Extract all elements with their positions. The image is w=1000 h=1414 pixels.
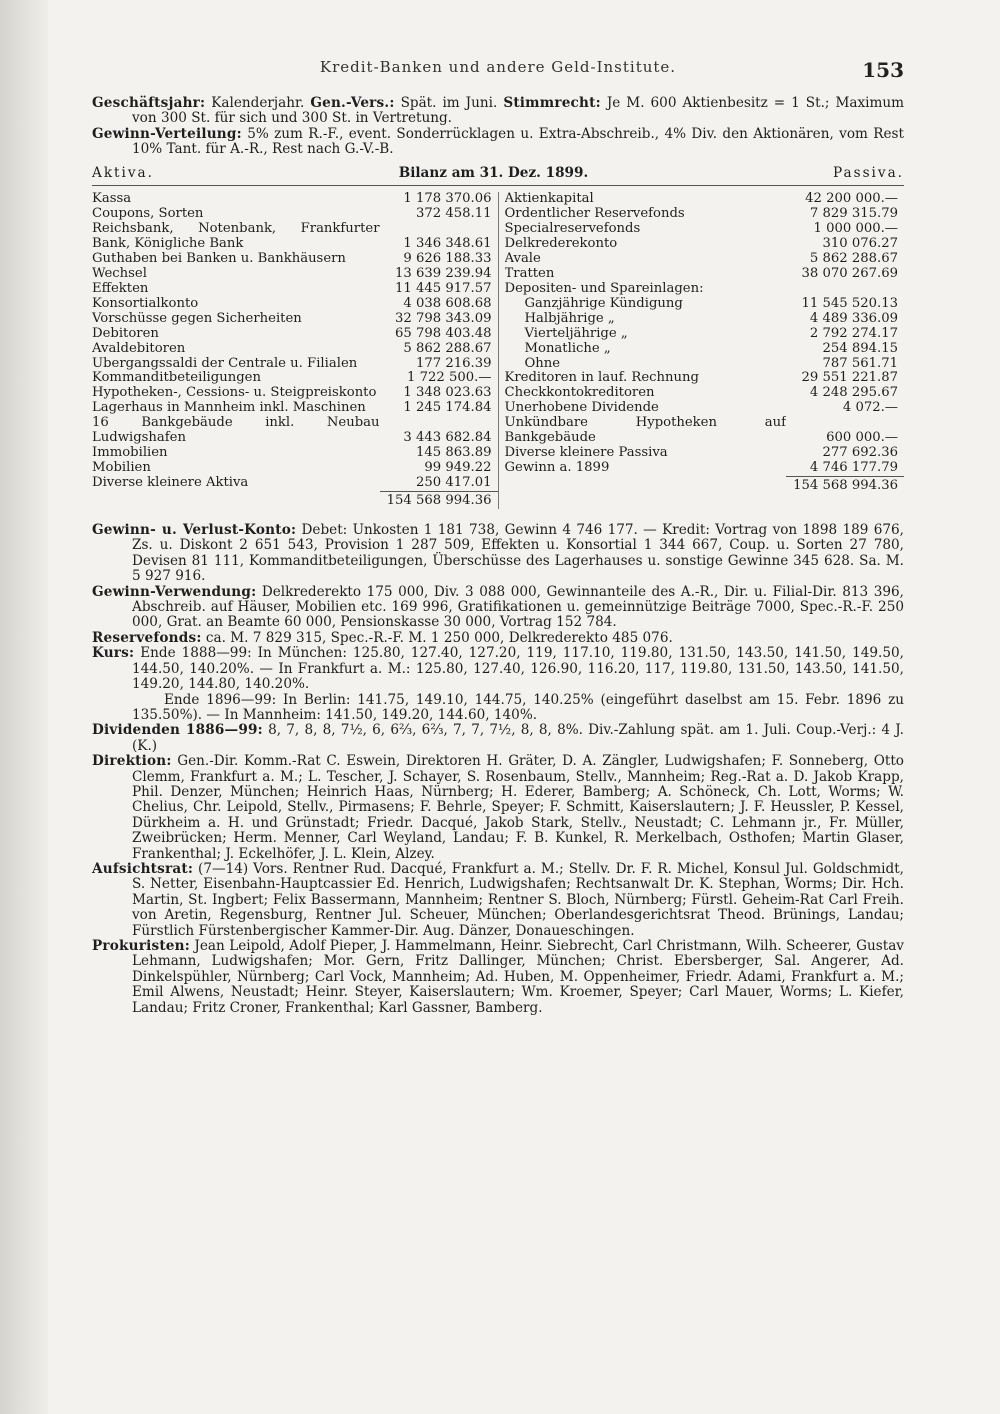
bilanz-header bbox=[92, 166, 904, 186]
passiva-total-amount: 154 568 994.36 bbox=[786, 476, 904, 494]
passiva-item-amount: 4 489 336.09 bbox=[809, 310, 898, 326]
passiva-item-amount: 787 561.71 bbox=[822, 355, 898, 371]
running-title: Kredit-Banken und andere Geld-Institute. bbox=[319, 58, 677, 76]
verwendung-paragraph bbox=[92, 585, 904, 631]
passiva-row bbox=[505, 446, 905, 461]
passiva-row bbox=[505, 312, 905, 327]
aktiva-item-label: Coupons, Sorten bbox=[92, 206, 204, 221]
passiva-item-amount: 1 000 000.— bbox=[813, 220, 898, 236]
passiva-item-amount: 4 248 295.67 bbox=[809, 385, 898, 401]
aktiva-item-amount: 99 949.22 bbox=[424, 460, 492, 476]
reservefonds-paragraph bbox=[92, 631, 904, 646]
text-sections bbox=[92, 523, 904, 1016]
dividenden-label: Dividenden 1886—99: bbox=[92, 722, 263, 739]
aktiva-item-amount: 5 862 288.67 bbox=[403, 340, 492, 356]
aktiva-item-amount: 145 863.89 bbox=[415, 445, 492, 461]
aktiva-total-amount: 154 568 994.36 bbox=[380, 491, 498, 509]
dividenden-paragraph bbox=[92, 723, 904, 754]
passiva-item-amount: 4 072.— bbox=[842, 400, 898, 416]
passiva-item-label: Aktienkapital bbox=[504, 192, 594, 207]
aktiva-item-label: Kommanditbeteiligungen bbox=[92, 371, 261, 386]
aktiva-item-amount: 11 445 917.57 bbox=[395, 280, 492, 296]
passiva-row bbox=[505, 327, 905, 342]
passiva-item-amount: 38 070 267.69 bbox=[801, 265, 898, 281]
aktiva-row bbox=[92, 342, 498, 357]
kurs-value-2: Ende 1896—99: In Berlin: 141.75, 149.10, 144.75, 140.25% (eingeführt daselbst am 15. Febr. 1896 zu 135.50%). — In Mannheim: 141.50, 149.20, 144.60, 140%. bbox=[132, 691, 904, 723]
balance-sheet bbox=[92, 192, 904, 509]
dividenden-value: 8, 7, 8, 8, 7½, 6, 6⅔, 6⅔, 7, 7, 7½, 8, 8, 8%. Div.-Zahlung spät. am 1. Juli. Coup.-Verj.: 4 J. (K.) bbox=[132, 722, 904, 754]
aufsichtsrat-label: Aufsichtsrat: bbox=[92, 860, 194, 877]
aktiva-row bbox=[92, 312, 498, 327]
aktiva-row bbox=[92, 416, 498, 446]
aktiva-item-label: Diverse kleinere Aktiva bbox=[92, 476, 249, 491]
prokuristen-value: Jean Leipold, Adolf Pieper, J. Hammelmann, Heinr. Siebrecht, Carl Christmann, Wilh. Scheerer, Gustav Lehmann, Ludwigshafen; Mor. Gern, Fritz Dallinger, München; Christ. Ebersberger, Sal. Angerer, Ad. Dinkelspühler, Nürnberg; Carl Vock, Mannheim; Ad. Huben, M. Oppenheimer, Friedr. Adami, Frankfurt a. M.; Emil Alwens, Neustadt; Heinr. Steyer, Kaiserslautern; Wm. Kroemer, Speyer; Carl Mauer, Worms; L. Kiefer, Landau; Fritz Croner, Frankenthal; Karl Gassner, Bamberg. bbox=[132, 938, 904, 1016]
aktiva-row bbox=[92, 401, 498, 416]
passiva-row bbox=[505, 401, 905, 416]
aktiva-item-label: Reichsbank, Notenbank, Frankfurter Bank, Königliche Bank bbox=[92, 221, 380, 251]
passiva-label: Passiva. bbox=[832, 164, 904, 181]
aktiva-item-label: Übergangssaldi der Centrale u. Filialen bbox=[92, 356, 358, 371]
passiva-row bbox=[505, 282, 905, 297]
direktion-label: Direktion: bbox=[92, 753, 172, 770]
geschaeftsjahr-value: Kalenderjahr. bbox=[211, 95, 305, 111]
aktiva-row bbox=[92, 222, 498, 252]
passiva-row bbox=[505, 192, 905, 207]
passiva-item-amount: 11 545 520.13 bbox=[801, 295, 898, 311]
aktiva-item-amount: 32 798 343.09 bbox=[395, 310, 492, 326]
aktiva-row bbox=[92, 461, 498, 476]
gewinn-verteilung-value: 5% zum R.-F., event. Sonderrücklagen u. Extra-Abschreib., 4% Div. den Aktionären, vom Rest 10% Tant. für A.-R., Rest nach G.-V.-B. bbox=[132, 125, 904, 158]
geschaeftsjahr-label: Geschäftsjahr: bbox=[92, 95, 206, 111]
kurs-label: Kurs: bbox=[92, 645, 135, 662]
aktiva-total-row bbox=[92, 491, 498, 509]
passiva-row bbox=[505, 207, 905, 222]
passiva-item-label: Vierteljährige „ bbox=[524, 326, 628, 341]
passiva-item-label: Ordentlicher Reservefonds bbox=[504, 206, 685, 221]
passiva-row bbox=[505, 237, 905, 252]
aktiva-item-amount: 3 443 682.84 bbox=[403, 430, 492, 446]
passiva-row bbox=[505, 222, 905, 237]
stimmrecht-value: Je M. 600 Aktienbesitz = 1 St.; Maximum von 300 St. für sich und 300 St. in Vertretung. bbox=[132, 95, 905, 127]
kurs-paragraph bbox=[92, 646, 904, 692]
aktiva-item-amount: 65 798 403.48 bbox=[395, 325, 492, 341]
aktiva-item-amount: 1 245 174.84 bbox=[403, 400, 492, 416]
aktiva-item-amount: 13 639 239.94 bbox=[395, 265, 492, 281]
aktiva-row bbox=[92, 252, 498, 267]
gewinn-verteilung-label: Gewinn-Verteilung: bbox=[92, 125, 242, 142]
aktiva-row bbox=[92, 282, 498, 297]
aktiva-row bbox=[92, 297, 498, 312]
passiva-item-label: Unerhobene Dividende bbox=[504, 401, 659, 416]
aktiva-label: Aktiva. bbox=[92, 164, 154, 181]
aktiva-row bbox=[92, 267, 498, 282]
aktiva-item-amount: 177 216.39 bbox=[415, 355, 492, 371]
passiva-total-row bbox=[505, 476, 905, 494]
passiva-item-label: Diverse kleinere Passiva bbox=[504, 446, 668, 461]
aktiva-row bbox=[92, 446, 498, 461]
gen-vers-label: Gen.-Vers.: bbox=[310, 95, 395, 111]
passiva-item-amount: 600 000.— bbox=[826, 430, 898, 446]
running-head bbox=[92, 58, 904, 86]
aktiva-item-amount: 9 626 188.33 bbox=[403, 250, 492, 266]
aktiva-item-label: Hypotheken-, Cessions- u. Steigpreiskonto bbox=[92, 386, 377, 401]
passiva-item-label: Delkrederekonto bbox=[504, 236, 618, 251]
aktiva-item-amount: 1 348 023.63 bbox=[403, 385, 492, 401]
passiva-item-label: Monatliche „ bbox=[524, 341, 611, 356]
passiva-item-amount: 254 894.15 bbox=[822, 340, 898, 356]
aktiva-item-label: Debitoren bbox=[92, 326, 159, 341]
aktiva-item-amount: 4 038 608.68 bbox=[403, 295, 492, 311]
aktiva-item-label: 16 Bankgebäude inkl. Neubau Ludwigshafen bbox=[92, 416, 380, 446]
passiva-row bbox=[505, 357, 905, 372]
aktiva-item-label: Avaldebitoren bbox=[92, 341, 186, 356]
aktiva-item-label: Kassa bbox=[92, 192, 132, 207]
aktiva-item-label: Konsortialkonto bbox=[92, 296, 199, 311]
intro-paragraph-1 bbox=[92, 96, 904, 127]
passiva-row bbox=[505, 386, 905, 401]
passiva-item-label: Checkkontokreditoren bbox=[504, 386, 655, 401]
passiva-item-label: Tratten bbox=[504, 266, 555, 281]
passiva-item-amount: 5 862 288.67 bbox=[809, 250, 898, 266]
passiva-item-label: Ganzjährige Kündigung bbox=[524, 296, 683, 311]
kurs-paragraph-2 bbox=[92, 693, 904, 724]
passiva-item-label: Gewinn a. 1899 bbox=[504, 461, 610, 476]
passiva-item-label: Avale bbox=[504, 251, 541, 266]
verwendung-label: Gewinn-Verwendung: bbox=[92, 583, 257, 600]
aktiva-item-label: Mobilien bbox=[92, 461, 151, 476]
direktion-value: Gen.-Dir. Komm.-Rat C. Eswein, Direktoren H. Gräter, D. A. Zängler, Ludwigshafen; F. Sonneberg, Otto Clemm, Frankfurt a. M.; L. Tescher, J. Schayer, S. Rosenbaum, Stellv., Mannheim; Reg.-Rat a. D. Jakob Krapp, Phil. Denzer, München; Heinrich Haas, Nürnberg; H. Ederer, Bamberg; A. Schöneck, Ch. Lott, Worms; W. Chelius, Chr. Leipold, Stellv., Pirmasens; F. Behrle, Speyer; F. Schmitt, Kaiserslautern; J. F. Heussler, P. Kessel, Dürkheim a. H. und Grünstadt; Friedr. Dacqué, Jakob Stark, Stellv., Neustadt; C. Lehmann jr., Fr. Müller, Zweibrücken; Herm. Menner, Carl Weyland, Landau; F. B. Kunkel, R. Merkelbach, Osthofen; Martin Glaser, Frankenthal; J. Eckelhöfer, J. L. Klein, Alzey. bbox=[132, 753, 904, 862]
aktiva-row bbox=[92, 357, 498, 372]
intro-paragraph-2 bbox=[92, 127, 904, 158]
passiva-item-amount: 29 551 221.87 bbox=[801, 370, 898, 386]
aktiva-row bbox=[92, 207, 498, 222]
aktiva-row bbox=[92, 476, 498, 491]
aufsichtsrat-value: (7—14) Vors. Rentner Rud. Dacqué, Frankfurt a. M.; Stellv. Dr. F. R. Michel, Konsul Jul. Goldschmidt, S. Netter, Eisenbahn-Hauptcassier Ed. Henrich, Ludwigshafen; Rechtsanwalt Dr. K. Stephan, Worms; Dir. Hch. Martin, St. Ingbert; Felix Bassermann, Mannheim; Rentner S. Bloch, Nürnberg; Fürstl. Geheim-Rat Carl Freih. von Aretin, Regensburg, Rentner Jul. Scheuer, München; Oberlandesgerichtsrat Theod. Brünings, Landau; Fürstlich Fürstenbergischer Kammer-Dir. Aug. Dänzer, Donaueschingen. bbox=[132, 860, 904, 939]
aktiva-row bbox=[92, 327, 498, 342]
passiva-item-amount: 277 692.36 bbox=[822, 445, 898, 461]
kurs-value: Ende 1888—99: In München: 125.80, 127.40, 127.20, 119, 117.10, 119.80, 131.50, 143.50, 141.50, 149.50, 144.50, 140.20%. — In Frankfurt a. M.: 125.80, 127.40, 126.90, 116.20, 117, 119.80, 131.50, 143.50, 141.50, 149.20, 144.80, 140.20%. bbox=[132, 645, 904, 693]
prokuristen-label: Prokuristen: bbox=[92, 938, 190, 955]
passiva-row bbox=[505, 252, 905, 267]
passiva-row bbox=[505, 416, 905, 446]
passiva-item-amount: 42 200 000.— bbox=[805, 191, 898, 207]
prokuristen-paragraph bbox=[92, 939, 904, 1016]
aktiva-item-label: Lagerhaus in Mannheim inkl. Maschinen bbox=[92, 401, 366, 416]
stimmrecht-label: Stimmrecht: bbox=[503, 95, 601, 111]
gv-konto-paragraph bbox=[92, 523, 904, 585]
passiva-row bbox=[505, 371, 905, 386]
aktiva-item-label: Vorschüsse gegen Sicherheiten bbox=[92, 311, 302, 326]
aufsichtsrat-paragraph bbox=[92, 862, 904, 939]
aktiva-row bbox=[92, 192, 498, 207]
passiva-row bbox=[505, 267, 905, 282]
passiva-item-label: Specialreservefonds bbox=[504, 221, 641, 236]
passiva-column bbox=[499, 192, 905, 509]
page-content bbox=[92, 96, 904, 1016]
passiva-item-amount: 7 829 315.79 bbox=[809, 205, 898, 221]
direktion-paragraph bbox=[92, 754, 904, 862]
gv-konto-value: Debet: Unkosten 1 181 738, Gewinn 4 746 177. — Kredit: Vortrag von 1898 189 676, Zs. u. Diskont 2 651 543, Provision 1 287 509, Effekten u. Konsortial 1 344 667, Coup. u. Sorten 27 780, Devisen 81 111, Kommanditbeteiligungen, Überschüsse des Lagerhauses u. sonstige Gewinne 345 628. Sa. M. 5 927 916. bbox=[132, 522, 904, 585]
aktiva-column bbox=[92, 192, 499, 509]
aktiva-item-amount: 1 346 348.61 bbox=[403, 235, 492, 251]
page-edge-shadow bbox=[0, 0, 48, 1414]
gv-konto-label: Gewinn- u. Verlust-Konto: bbox=[92, 522, 297, 539]
aktiva-item-label: Wechsel bbox=[92, 266, 147, 281]
aktiva-row bbox=[92, 386, 498, 401]
aktiva-item-label: Effekten bbox=[92, 281, 149, 296]
gen-vers-value: Spät. im Juni. bbox=[400, 95, 498, 111]
aktiva-row bbox=[92, 371, 498, 386]
passiva-item-label: Depositen- und Spareinlagen: bbox=[504, 281, 704, 296]
aktiva-item-amount: 1 178 370.06 bbox=[403, 191, 492, 207]
aktiva-item-amount: 1 722 500.— bbox=[407, 370, 492, 386]
passiva-item-amount: 2 792 274.17 bbox=[809, 325, 898, 341]
aktiva-item-amount: 372 458.11 bbox=[415, 205, 492, 221]
reservefonds-label: Reservefonds: bbox=[92, 629, 202, 646]
passiva-item-label: Halbjährige „ bbox=[524, 311, 615, 326]
passiva-item-amount: 310 076.27 bbox=[822, 235, 898, 251]
passiva-item-label: Unkündbare Hypotheken auf Bankgebäude bbox=[504, 416, 786, 446]
passiva-row bbox=[505, 342, 905, 357]
passiva-item-amount: 4 746 177.79 bbox=[809, 460, 898, 476]
passiva-item-label: Ohne bbox=[524, 356, 561, 371]
reservefonds-value: ca. M. 7 829 315, Spec.-R.-F. M. 1 250 000, Delkrederekto 485 076. bbox=[205, 629, 673, 646]
verwendung-value: Delkrederekto 175 000, Div. 3 088 000, Gewinnanteile des A.-R., Dir. u. Filial-Dir. 813 396, Abschreib. auf Häuser, Mobilien etc. 169 996, Gratifikationen u. gemeinnützige Beiträge 7000, Spec.-R.-F. 250 000, Grat. an Beamte 60 000, Pensionskasse 30 000, Vortrag 152 784. bbox=[132, 583, 904, 631]
passiva-row bbox=[505, 297, 905, 312]
aktiva-item-label: Guthaben bei Banken u. Bankhäusern bbox=[92, 251, 346, 266]
passiva-item-label: Kreditoren in lauf. Rechnung bbox=[504, 371, 699, 386]
bilanz-title: Bilanz am 31. Dez. 1899. bbox=[398, 164, 589, 181]
aktiva-item-label: Immobilien bbox=[92, 446, 168, 461]
aktiva-item-amount: 250 417.01 bbox=[415, 475, 492, 491]
passiva-row bbox=[505, 461, 905, 476]
page-number: 153 bbox=[862, 58, 904, 82]
